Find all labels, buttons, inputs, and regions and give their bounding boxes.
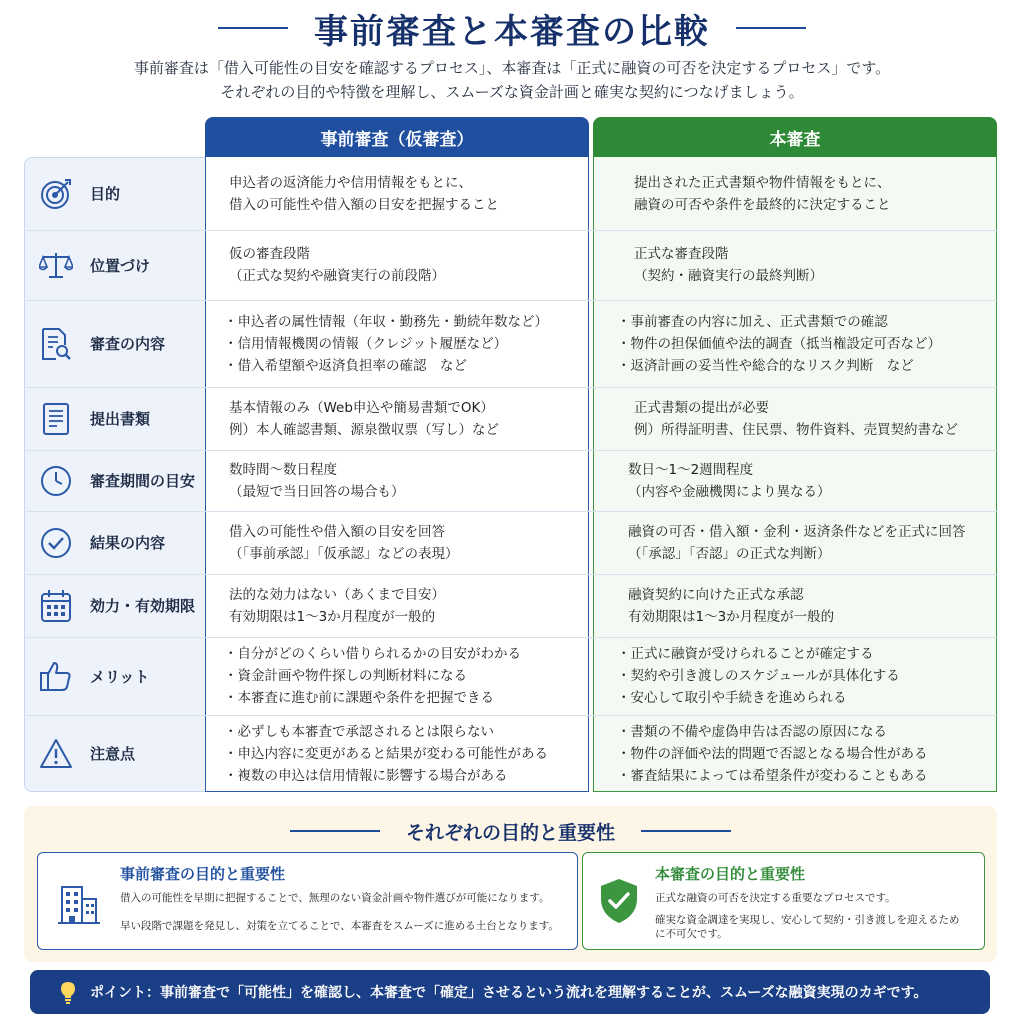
shield-check-icon (597, 877, 645, 925)
main-review-cell (617, 715, 987, 792)
card-text: 正式な融資の可否を決定する重要なプロセスです。 (655, 892, 896, 904)
importance-left-rule (290, 830, 380, 832)
cell-line: ・申込者の属性情報（年収・勤務先・勤続年数など） (224, 313, 548, 330)
cell-line: ・本審査に進む前に課題や条件を把握できる (224, 690, 494, 706)
card-text: 早い段階で課題を発見し、対策を立てることで、本審査をスムーズに進める土台となります。 (120, 920, 559, 932)
document-search-icon (38, 326, 74, 362)
scale-icon (38, 247, 74, 283)
card-text: に不可欠です。 (655, 928, 728, 940)
row-label: 位置づけ (90, 256, 151, 275)
cell-line: ・複数の申込は信用情報に影響する場合がある (224, 767, 508, 784)
calendar-icon (38, 588, 74, 624)
row-label: 注意点 (90, 745, 136, 763)
pre-review-cell (229, 157, 584, 230)
table-row (24, 637, 997, 715)
point-banner (30, 970, 990, 1014)
cell-line: ・審査結果によっては希望条件が変わることもある (617, 767, 928, 784)
row-label: 効力・有効期限 (90, 597, 196, 615)
intro-line-1: 事前審査は「借入可能性の目安を確認するプロセス」、本審査は「正式に融資の可否を決定するプロセス」です。 (133, 59, 891, 77)
card-text: 確実な資金調達を実現し、安心して契約・引き渡しを迎えるため (655, 914, 960, 926)
cell-line: 正式書類の提出が必要 (634, 399, 769, 416)
cell-line: 有効期限は1〜3か月程度が一般的 (229, 608, 436, 625)
cell-line: 法的な効力はない（あくまで目安） (229, 586, 445, 603)
cell-line: （契約・融資実行の最終判断） (634, 268, 823, 284)
cell-line: 融資契約に向けた正式な承認 (628, 586, 804, 603)
comparison-table (24, 117, 997, 792)
row-label: 提出書類 (90, 410, 151, 428)
cell-line: 有効期限は1〜3か月程度が一般的 (628, 608, 835, 625)
cell-line: ・申込内容に変更があると結果が変わる可能性がある (224, 745, 548, 762)
pre-review-importance-card (37, 852, 578, 950)
cell-line: （内容や金融機関により異なる） (628, 483, 831, 500)
pre-review-cell (224, 715, 579, 792)
importance-right-rule (641, 830, 731, 832)
cell-line: 例）本人確認書類、源泉徴収票（写し）など (229, 421, 499, 438)
cell-line: ・正式に融資が受けられることが確定する (617, 646, 874, 662)
row-label: 審査の内容 (90, 335, 166, 353)
row-label: 審査期間の目安 (90, 472, 196, 490)
cell-line: 例）所得証明書、住民票、物件資料、売買契約書など (634, 421, 958, 438)
document-list-icon (38, 401, 74, 437)
table-row (24, 715, 997, 792)
importance-title: それぞれの目的と重要性 (405, 821, 615, 844)
cell-line: ・物件の評価や法的問題で否認となる場合性がある (617, 745, 928, 762)
row-label: メリット (90, 667, 150, 686)
pre-review-cell (229, 230, 584, 300)
cell-line: 申込者の返済能力や信用情報をもとに、 (229, 174, 472, 191)
table-row (24, 230, 997, 300)
cell-line: （最短で当日回答の場合も） (229, 483, 405, 500)
title-area (0, 6, 1024, 50)
cell-line: 数日〜1〜2週間程度 (628, 461, 754, 478)
lightbulb-icon (56, 980, 80, 1004)
warning-icon (38, 736, 74, 772)
table-row (24, 450, 997, 511)
table-row (24, 387, 997, 450)
row-label: 目的 (90, 185, 121, 203)
card-text: 借入の可能性を早期に把握することで、無理のない資金計画や物件選びが可能になります。 (120, 892, 550, 904)
cell-line: 借入の可能性や借入額の目安を回答 (229, 523, 445, 540)
cell-line: ・信用情報機関の情報（クレジット履歴など） (224, 335, 508, 352)
cell-line: ・借入希望額や返済負担率の確認 など (224, 357, 467, 374)
cell-line: 借入の可能性や借入額の目安を把握すること (229, 196, 499, 213)
card-title: 事前審査の目的と重要性 (120, 865, 286, 883)
main-review-cell (634, 157, 1004, 230)
cell-line: 仮の審査段階 (229, 246, 310, 262)
building-icon (56, 879, 104, 927)
cell-line: （「承認」「否認」の正式な判断） (628, 545, 831, 562)
cell-line: 提出された正式書類や物件情報をもとに、 (634, 174, 891, 191)
page-title: 事前審査と本審査の比較 (314, 11, 710, 52)
pre-review-cell (229, 574, 584, 637)
clock-icon (38, 463, 74, 499)
table-row (24, 300, 997, 387)
cell-line: ・必ずしも本審査で承認されるとは限らない (224, 723, 494, 740)
cell-line: ・契約や引き渡しのスケジュールが具体化する (617, 668, 900, 684)
pre-review-cell (229, 511, 584, 574)
cell-line: （正式な契約や融資実行の前段階） (229, 268, 445, 284)
main-review-cell (617, 637, 987, 715)
pre-review-cell (229, 450, 584, 511)
main-review-cell (628, 450, 998, 511)
intro-line-2: それぞれの目的や特徴を理解し、スムーズな資金計画と確実な契約につなげましょう。 (220, 83, 804, 101)
table-row (24, 511, 997, 574)
title-right-rule (736, 27, 806, 29)
intro-text (0, 56, 1024, 104)
cell-line: ・安心して取引や手続きを進められる (617, 690, 847, 706)
thumbs-up-icon (38, 658, 74, 694)
column-header-main-review: 本審査 (593, 117, 997, 157)
main-review-cell (634, 230, 1004, 300)
row-label: 結果の内容 (90, 534, 166, 552)
importance-section (24, 806, 997, 962)
cell-line: 融資の可否・借入額・金利・返済条件などを正式に回答 (628, 523, 966, 540)
main-review-cell (628, 574, 998, 637)
main-review-importance-card (582, 852, 985, 950)
main-review-cell (617, 300, 987, 387)
cell-line: ・物件の担保価値や法的調査（抵当権設定可否など） (617, 335, 941, 352)
table-row (24, 574, 997, 637)
table-row (24, 157, 997, 230)
main-review-cell (628, 511, 998, 574)
check-circle-icon (38, 525, 74, 561)
target-icon (38, 176, 74, 212)
cell-line: ・自分がどのくらい借りられるかの目安がわかる (224, 646, 521, 662)
pre-review-cell (224, 637, 579, 715)
cell-line: （「事前承認」「仮承認」などの表現） (229, 545, 459, 562)
main-review-cell (634, 387, 1004, 450)
cell-line: 基本情報のみ（Web申込や簡易書類でOK） (229, 399, 494, 416)
cell-line: 正式な審査段階 (634, 246, 729, 262)
cell-line: ・返済計画の妥当性や総合的なリスク判断 など (617, 357, 914, 374)
pre-review-cell (224, 300, 579, 387)
title-left-rule (218, 27, 288, 29)
cell-line: 融資の可否や条件を最終的に決定すること (634, 196, 891, 213)
column-header-pre-review: 事前審査（仮審査） (205, 117, 589, 157)
cell-line: ・書類の不備や虚偽申告は否認の原因になる (617, 723, 887, 740)
cell-line: ・資金計画や物件探しの判断材料になる (224, 668, 467, 684)
pre-review-cell (229, 387, 584, 450)
point-text: ポイント：事前審査で「可能性」を確認し、本審査で「確定」させるという流れを理解することが、スムーズな融資実現のカギです。 (90, 985, 928, 1001)
cell-line: 数時間〜数日程度 (229, 461, 337, 478)
card-title: 本審査の目的と重要性 (655, 865, 806, 883)
cell-line: ・事前審査の内容に加え、正式書類での確認 (617, 313, 888, 330)
